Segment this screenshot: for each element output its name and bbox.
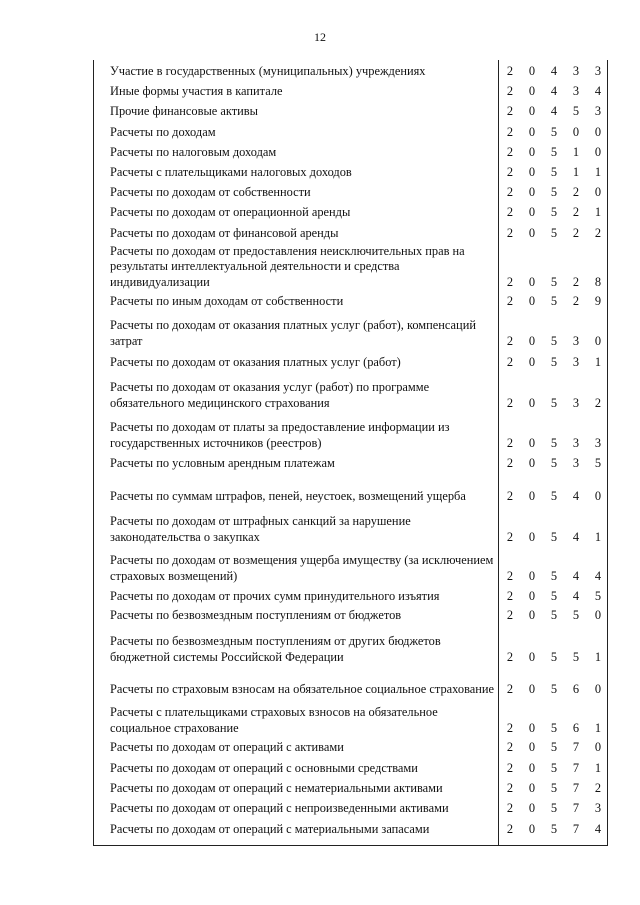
code-digit: 3 bbox=[572, 83, 580, 98]
code-digit: 2 bbox=[506, 395, 514, 410]
code-digit: 0 bbox=[594, 739, 602, 754]
code-digit: 2 bbox=[506, 649, 514, 664]
row-name: Прочие финансовые активы bbox=[110, 103, 258, 118]
code-digit: 2 bbox=[572, 184, 580, 199]
code-digit: 5 bbox=[550, 800, 558, 815]
row-name: Расчеты по доходам от операций с материальными запасами bbox=[110, 821, 430, 836]
code-digit: 0 bbox=[528, 293, 536, 308]
code-digit: 4 bbox=[572, 488, 580, 503]
code-digit: 0 bbox=[528, 204, 536, 219]
row-name: Расчеты по доходам от собственности bbox=[110, 184, 311, 199]
code-digit: 1 bbox=[594, 164, 602, 179]
code-digit: 7 bbox=[572, 821, 580, 836]
code-digit: 1 bbox=[594, 204, 602, 219]
code-digit: 3 bbox=[572, 395, 580, 410]
code-digit: 3 bbox=[594, 435, 602, 450]
code-digit: 5 bbox=[550, 354, 558, 369]
code-digit: 2 bbox=[506, 800, 514, 815]
code-digit: 0 bbox=[528, 354, 536, 369]
code-digit: 2 bbox=[506, 225, 514, 240]
code-digit: 0 bbox=[528, 800, 536, 815]
code-digit: 5 bbox=[550, 529, 558, 544]
code-digit: 2 bbox=[506, 529, 514, 544]
code-digit: 0 bbox=[528, 225, 536, 240]
row-name: Расчеты по доходам от прочих сумм принудительного изъятия bbox=[110, 588, 440, 603]
table-bottom-border bbox=[93, 845, 608, 846]
code-digit: 0 bbox=[528, 435, 536, 450]
row-name: Расчеты по доходам от оказания платных услуг (работ) bbox=[110, 354, 401, 369]
accounts-table bbox=[93, 60, 608, 846]
code-digit: 2 bbox=[506, 103, 514, 118]
code-digit: 5 bbox=[594, 588, 602, 603]
code-digit: 2 bbox=[572, 293, 580, 308]
row-name: Расчеты по доходам от финансовой аренды bbox=[110, 225, 339, 240]
code-digit: 3 bbox=[594, 800, 602, 815]
row-name: Расчеты по доходам от операций с основными средствами bbox=[110, 760, 418, 775]
row-name: Расчеты по безвозмездным поступлениям от бюджетов bbox=[110, 607, 402, 622]
code-digit: 5 bbox=[550, 760, 558, 775]
code-digit: 0 bbox=[594, 184, 602, 199]
code-digit: 3 bbox=[572, 63, 580, 78]
row-name: Расчеты с плательщиками налоговых доходов bbox=[110, 164, 352, 179]
code-digit: 2 bbox=[572, 274, 580, 289]
code-digit: 2 bbox=[506, 354, 514, 369]
code-digit: 0 bbox=[528, 488, 536, 503]
code-digit: 4 bbox=[550, 103, 558, 118]
row-name: Расчеты по доходам от предоставления неисключительных прав на результаты интеллектуальной деятельности и средства индивидуализации bbox=[110, 243, 465, 289]
code-digit: 1 bbox=[572, 144, 580, 159]
code-digit: 0 bbox=[528, 124, 536, 139]
code-digit: 5 bbox=[550, 681, 558, 696]
code-digit: 5 bbox=[550, 568, 558, 583]
code-digit: 2 bbox=[506, 144, 514, 159]
code-digit: 1 bbox=[594, 760, 602, 775]
row-code bbox=[504, 822, 604, 838]
code-digit: 0 bbox=[528, 649, 536, 664]
row-name: Расчеты по страховым взносам на обязательное социальное страхование bbox=[110, 681, 495, 696]
page-number: 12 bbox=[314, 30, 326, 44]
code-digit: 0 bbox=[594, 144, 602, 159]
code-digit: 6 bbox=[572, 681, 580, 696]
code-digit: 5 bbox=[550, 164, 558, 179]
row-name: Участие в государственных (муниципальных) учреждениях bbox=[110, 63, 426, 78]
code-digit: 5 bbox=[550, 588, 558, 603]
code-digit: 0 bbox=[528, 681, 536, 696]
code-digit: 5 bbox=[550, 488, 558, 503]
code-digit: 4 bbox=[572, 588, 580, 603]
code-digit: 5 bbox=[550, 333, 558, 348]
code-digit: 0 bbox=[528, 103, 536, 118]
code-digit: 7 bbox=[572, 780, 580, 795]
code-digit: 5 bbox=[550, 144, 558, 159]
code-digit: 9 bbox=[594, 293, 602, 308]
code-digit: 4 bbox=[594, 83, 602, 98]
row-name: Расчеты по доходам от операций с нематериальными активами bbox=[110, 780, 443, 795]
code-digit: 2 bbox=[506, 681, 514, 696]
code-digit: 5 bbox=[550, 607, 558, 622]
code-digit: 4 bbox=[594, 568, 602, 583]
row-name: Расчеты по доходам от операционной аренды bbox=[110, 204, 351, 219]
code-digit: 0 bbox=[528, 588, 536, 603]
code-digit: 4 bbox=[572, 529, 580, 544]
code-digit: 8 bbox=[594, 274, 602, 289]
code-digit: 5 bbox=[550, 739, 558, 754]
code-digit: 4 bbox=[550, 83, 558, 98]
code-digit: 1 bbox=[572, 164, 580, 179]
code-digit: 0 bbox=[594, 333, 602, 348]
code-digit: 4 bbox=[550, 63, 558, 78]
row-name: Расчеты по доходам от операций с непроизведенными активами bbox=[110, 800, 449, 815]
code-digit: 2 bbox=[572, 204, 580, 219]
code-digit: 4 bbox=[594, 821, 602, 836]
code-digit: 0 bbox=[528, 760, 536, 775]
code-digit: 0 bbox=[528, 780, 536, 795]
code-digit: 0 bbox=[594, 124, 602, 139]
code-digit: 2 bbox=[506, 760, 514, 775]
code-digit: 2 bbox=[572, 225, 580, 240]
row-name: Расчеты по налоговым доходам bbox=[110, 144, 277, 159]
code-digit: 7 bbox=[572, 739, 580, 754]
code-digit: 0 bbox=[528, 164, 536, 179]
code-digit: 1 bbox=[594, 720, 602, 735]
code-digit: 3 bbox=[594, 63, 602, 78]
code-digit: 2 bbox=[506, 274, 514, 289]
row-name: Расчеты по доходам от штрафных санкций за нарушение законодательства о закупках bbox=[110, 514, 411, 544]
code-digit: 5 bbox=[550, 780, 558, 795]
code-digit: 0 bbox=[528, 63, 536, 78]
code-digit: 3 bbox=[572, 333, 580, 348]
code-digit: 2 bbox=[506, 780, 514, 795]
code-digit: 7 bbox=[572, 800, 580, 815]
code-digit: 2 bbox=[506, 124, 514, 139]
code-digit: 2 bbox=[506, 821, 514, 836]
code-digit: 2 bbox=[594, 225, 602, 240]
code-digit: 0 bbox=[528, 739, 536, 754]
code-digit: 5 bbox=[550, 720, 558, 735]
code-digit: 2 bbox=[506, 83, 514, 98]
code-digit: 5 bbox=[550, 821, 558, 836]
code-digit: 2 bbox=[506, 607, 514, 622]
code-digit: 2 bbox=[506, 184, 514, 199]
code-digit: 0 bbox=[528, 455, 536, 470]
code-digit: 5 bbox=[550, 455, 558, 470]
code-digit: 0 bbox=[594, 681, 602, 696]
code-digit: 5 bbox=[550, 435, 558, 450]
code-digit: 2 bbox=[506, 204, 514, 219]
code-digit: 4 bbox=[572, 568, 580, 583]
code-digit: 2 bbox=[594, 395, 602, 410]
code-digit: 5 bbox=[572, 103, 580, 118]
row-name: Расчеты по безвозмездным поступлениям от других бюджетов бюджетной системы Российской Федерации bbox=[110, 634, 441, 664]
row-name: Расчеты по условным арендным платежам bbox=[110, 455, 335, 470]
code-digit: 0 bbox=[528, 607, 536, 622]
code-digit: 0 bbox=[528, 333, 536, 348]
code-digit: 0 bbox=[528, 529, 536, 544]
code-digit: 0 bbox=[572, 124, 580, 139]
code-digit: 1 bbox=[594, 354, 602, 369]
code-digit: 2 bbox=[506, 63, 514, 78]
code-digit: 0 bbox=[528, 184, 536, 199]
code-digit: 5 bbox=[550, 395, 558, 410]
code-digit: 0 bbox=[528, 720, 536, 735]
code-digit: 2 bbox=[594, 780, 602, 795]
code-digit: 5 bbox=[550, 225, 558, 240]
row-name: Иные формы участия в капитале bbox=[110, 83, 283, 98]
code-digit: 0 bbox=[594, 607, 602, 622]
row-name: Расчеты по суммам штрафов, пеней, неустоек, возмещений ущерба bbox=[110, 488, 466, 503]
code-digit: 0 bbox=[528, 395, 536, 410]
code-digit: 3 bbox=[594, 103, 602, 118]
code-digit: 2 bbox=[506, 568, 514, 583]
code-digit: 2 bbox=[506, 588, 514, 603]
row-name: Расчеты по доходам от оказания платных услуг (работ), компенсаций затрат bbox=[110, 318, 476, 348]
code-digit: 6 bbox=[572, 720, 580, 735]
code-digit: 5 bbox=[550, 184, 558, 199]
code-digit: 0 bbox=[528, 568, 536, 583]
code-digit: 0 bbox=[528, 274, 536, 289]
code-digit: 5 bbox=[550, 274, 558, 289]
code-digit: 5 bbox=[550, 649, 558, 664]
row-name: Расчеты с плательщиками страховых взносов на обязательное социальное страхование bbox=[110, 705, 438, 735]
row-name: Расчеты по доходам от операций с активами bbox=[110, 739, 344, 754]
row-name: Расчеты по доходам от оказания услуг (работ) по программе обязательного медицинского страхования bbox=[110, 380, 430, 410]
row-name: Расчеты по доходам от платы за предоставление информации из государственных источников (реестров) bbox=[110, 420, 450, 450]
code-digit: 3 bbox=[572, 455, 580, 470]
code-digit: 2 bbox=[506, 435, 514, 450]
code-digit: 0 bbox=[528, 144, 536, 159]
code-digit: 5 bbox=[550, 293, 558, 308]
code-digit: 2 bbox=[506, 293, 514, 308]
code-digit: 2 bbox=[506, 488, 514, 503]
code-digit: 0 bbox=[528, 83, 536, 98]
code-digit: 2 bbox=[506, 333, 514, 348]
table-row bbox=[93, 60, 608, 837]
row-name: Расчеты по иным доходам от собственности bbox=[110, 293, 344, 308]
code-digit: 5 bbox=[572, 649, 580, 664]
code-digit: 7 bbox=[572, 760, 580, 775]
code-digit: 5 bbox=[572, 607, 580, 622]
code-digit: 2 bbox=[506, 739, 514, 754]
code-digit: 1 bbox=[594, 529, 602, 544]
row-name: Расчеты по доходам от возмещения ущерба имуществу (за исключением страховых возмещений) bbox=[110, 553, 494, 583]
code-digit: 0 bbox=[528, 821, 536, 836]
code-digit: 5 bbox=[550, 124, 558, 139]
code-digit: 2 bbox=[506, 720, 514, 735]
code-digit: 1 bbox=[594, 649, 602, 664]
code-digit: 2 bbox=[506, 164, 514, 179]
code-digit: 5 bbox=[594, 455, 602, 470]
code-digit: 0 bbox=[594, 488, 602, 503]
code-digit: 2 bbox=[506, 455, 514, 470]
code-digit: 5 bbox=[550, 204, 558, 219]
code-digit: 3 bbox=[572, 354, 580, 369]
row-name: Расчеты по доходам bbox=[110, 124, 216, 139]
code-digit: 3 bbox=[572, 435, 580, 450]
